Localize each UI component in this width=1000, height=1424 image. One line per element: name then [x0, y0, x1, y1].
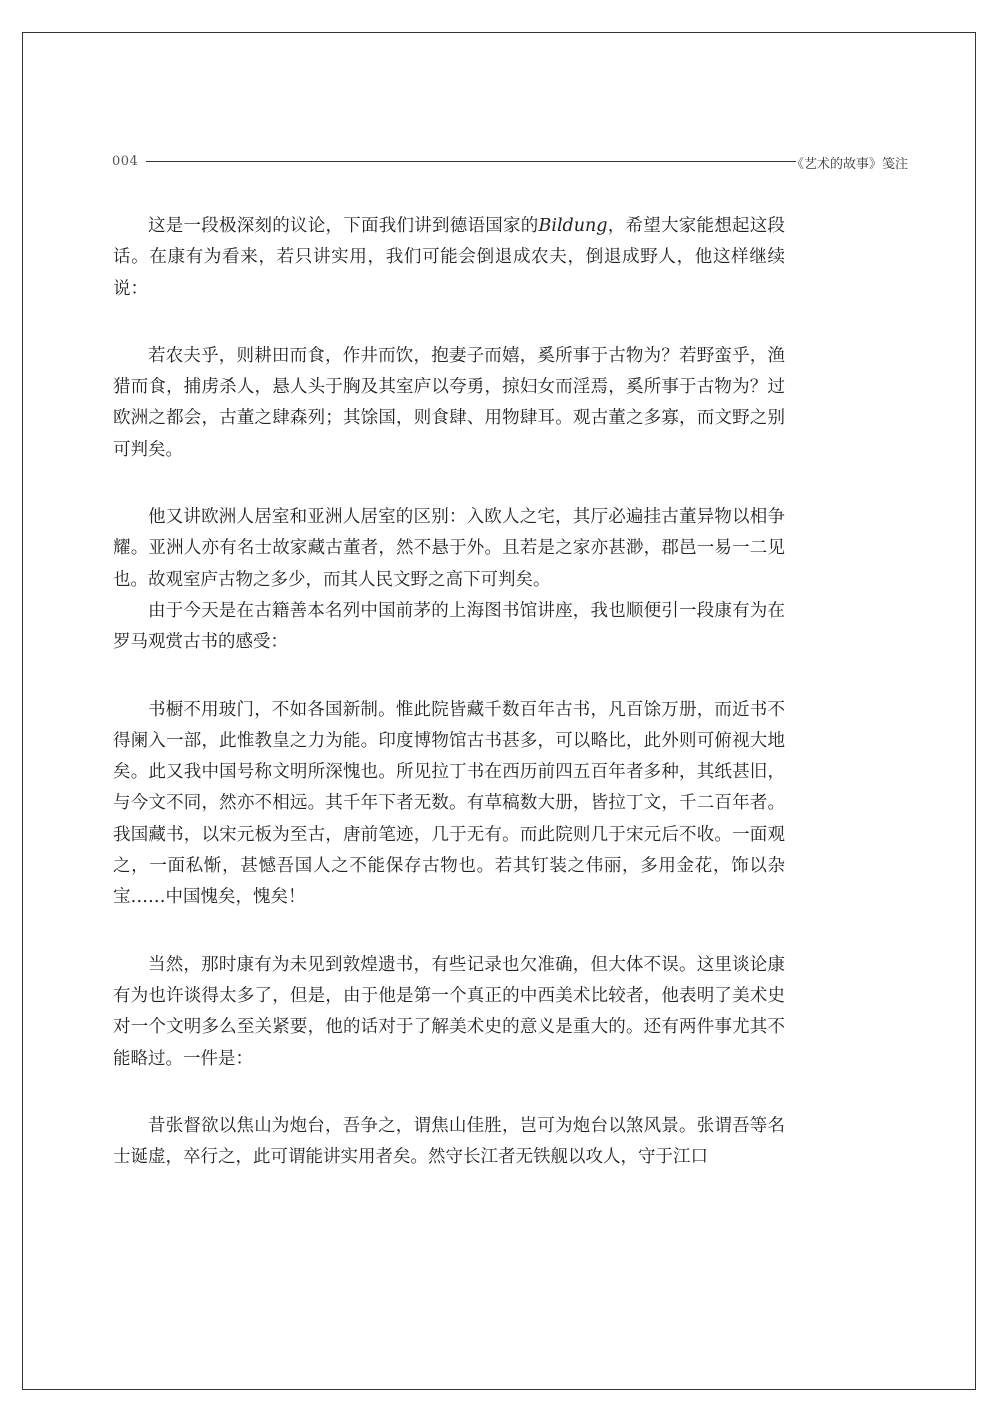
header-rule	[146, 161, 796, 162]
page-header	[112, 153, 908, 175]
spacer	[113, 305, 785, 341]
paragraph-3: 由于今天是在古籍善本名列中国前茅的上海图书馆讲座，我也顺便引一段康有为在罗马观赏古书的感受：	[113, 600, 785, 653]
paragraph-2: 他又讲欧洲人居室和亚洲人居室的区别：入欧人之宅，其厅必遍挂古董异物以相争耀。亚洲人亦有名士故家藏古董者，然不悬于外。且若是之家亦甚渺，郡邑一易一二见也。故观室庐古物之多少，而其人民文野之高下可判矣。	[113, 507, 785, 590]
paragraph-1-text-a: 这是一段极深刻的议论，下面我们讲到德语国家的	[148, 216, 539, 236]
paragraph-1-text-b: ，希望大家能想起这段话。在康有为看来，若只讲实用，我们可能会倒退成农夫，倒退成野人，他这样继续说：	[113, 216, 786, 299]
spacer	[113, 659, 785, 695]
spacer	[113, 466, 785, 502]
spacer	[113, 1075, 785, 1111]
block-quote-3: 昔张督欲以焦山为炮台，吾争之，谓焦山佳胜，岂可为炮台以煞风景。张谓吾等名士诞虚，卒行之，此可谓能讲实用者矣。然守长江者无铁舰以攻人，守于江口	[113, 1115, 785, 1168]
paragraph-4: 当然，那时康有为未见到敦煌遗书，有些记录也欠准确，但大体不误。这里谈论康有为也许谈得太多了，但是，由于他是第一个真正的中西美术比较者，他表明了美术史对一个文明多么至关紧要，他的话对于了解美术史的意义是重大的。还有两件事尤其不能略过。一件是：	[113, 954, 785, 1069]
foreign-term: Bildung	[538, 216, 608, 236]
paragraph-1	[113, 211, 785, 305]
block-quote-1: 若农夫乎，则耕田而食，作井而饮，抱妻子而嬉，奚所事于古物为？若野蛮乎，渔猎而食，捕虏杀人，悬人头于胸及其室庐以夸勇，掠妇女而淫焉，奚所事于古物为？过欧洲之都会，古董之肆森列；其馀国，则食肆、用物肆耳。观古董之多寡，而文野之别可判矣。	[113, 345, 785, 460]
block-quote-2: 书橱不用玻门，不如各国新制。惟此院皆藏千数百年古书，凡百馀万册，而近书不得阑入一部，此惟教皇之力为能。印度博物馆古书甚多，可以略比，此外则可俯视大地矣。此又我中国号称文明所深愧也。所见拉丁书在西历前四五百年者多种，其纸甚旧，与今文不同，然亦不相远。其千年下者无数。有草稿数大册，皆拉丁文，千二百年者。我国藏书，以宋元板为至古，唐前笔迹，几于无有。而此院则几于宋元后不收。一面观之，一面私惭，甚憾吾国人之不能保存古物也。若其钉装之伟丽，多用金花，饰以杂宝……中国愧矣，愧矣！	[113, 699, 785, 908]
running-title: 《艺术的故事》笺注	[790, 157, 908, 172]
page-number: 004	[112, 154, 139, 169]
main-text	[113, 211, 785, 1173]
spacer	[113, 914, 785, 950]
